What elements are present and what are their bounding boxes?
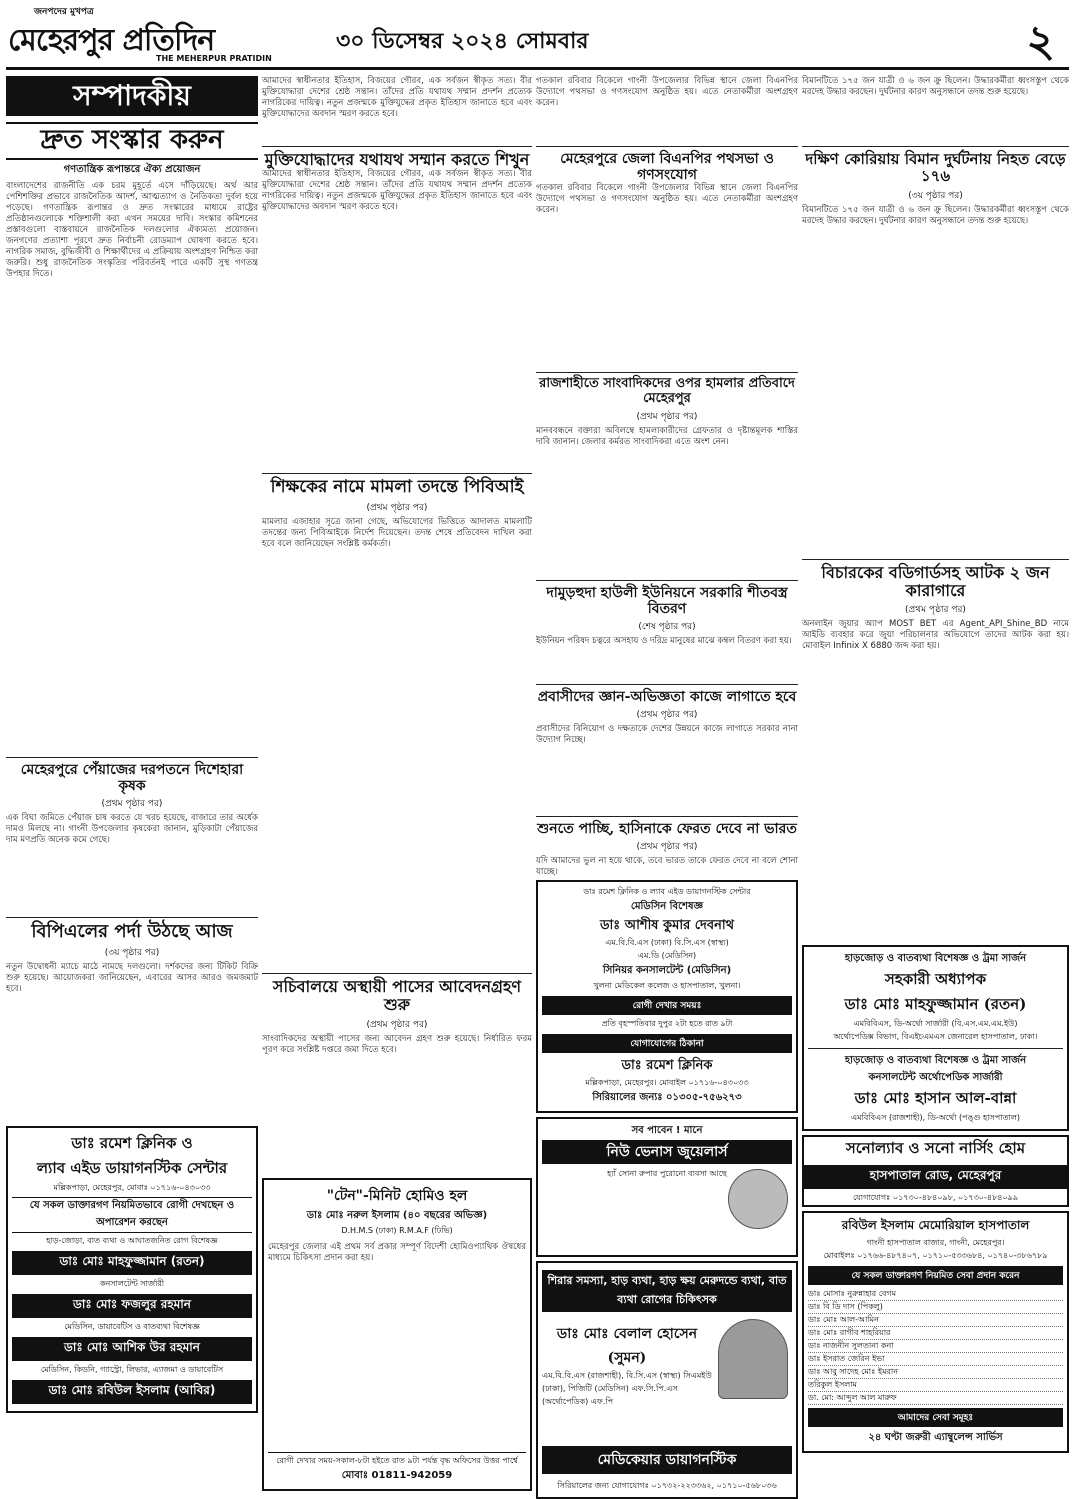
editorial-label: সম্পাদকীয় (6, 76, 258, 116)
korea-continued: (৩য় পৃষ্ঠার পর) (908, 190, 963, 201)
ad-hours: রোগী দেখার সময়-সকাল-৮টা হইতে রাত ৯টা পর্যন্ত বৃদ্ধ অফিসের উত্তর পার্শ্বে (268, 1452, 526, 1468)
ad-post: কনসালটেন্ট অর্থোপেডিক সার্জারী (868, 1072, 1003, 1084)
ad-top: সব পাবেন ! মানে (631, 1125, 703, 1137)
ad-doctor: ডাঃ মোঃ নরুল ইসলাম (৪০ বছরের অভিজ্ঞ) (306, 1209, 488, 1221)
blanket-body: ইউনিয়ন পরিষদ চত্বরে অসহায় ও দরিদ্র মানুষের মাঝে কম্বল বিতরণ করা হয়। (536, 636, 792, 647)
doctor-entry: ডাঃ মোঃ রাগীব শাহরিয়ার (808, 1327, 1063, 1340)
ad-address: মল্লিকপাড়া, মেহেরপুর, মোবাঃ ০১৭১৬-০৪৩০৩৩ (53, 1182, 211, 1192)
ad-top: হাড়জোড় ও বাতব্যথা বিশেষজ্ঞ ও ট্রমা সার্জন (844, 1055, 1027, 1067)
korea-headline: দক্ষিণ কোরিয়ায় বিমান দুর্ঘটনায় নিহত বেড়ে ১৭৬ (805, 150, 1066, 186)
hasina-headline: শুনতে পাচ্ছি, হাসিনাকে ফেরত দেবে না ভারত (537, 821, 797, 838)
ad-title: ডাঃ রমেশ ক্লিনিক ও (71, 1133, 193, 1152)
expat-body: প্রবাসীদের বিনিয়োগ ও দক্ষতাকে দেশের উন্নয়নে কাজে লাগাতে সরকার নানা উদ্যোগ নিচ্ছে। (536, 724, 798, 746)
journalists-body: মানববন্ধনে বক্তারা অবিলম্বে হামলাকারীদের গ্রেফতার ও দৃষ্টান্তমূলক শাস্তির দাবি জানান। জেলার কর্মরত সাংবাদিকরা এতে অংশ নেন। (536, 426, 798, 448)
editorial-title: দ্রুত সংস্কার করুন (6, 122, 258, 160)
medicine-ad (536, 880, 798, 1113)
hasina-continued: (প্রথম পৃষ্ঠার পর) (636, 842, 698, 853)
ad-doctor: ডাঃ আশীষ কুমার দেবনাথ (599, 918, 735, 934)
sono-ad (802, 1135, 1069, 1207)
doctor-entry: ডা. মো: আব্দুল আল মারুফ (808, 1392, 1063, 1405)
ad-clinic-address: মল্লিকপাড়া, মেহেরপুর। মোবাইল ০১৭১৬-০৪৩০৩৩ (585, 1078, 749, 1088)
doctor-entry: ডাঃ মোঃ আল-আমিন (808, 1314, 1063, 1327)
bpl-continued: (৩য় পৃষ্ঠার পর) (104, 947, 160, 958)
ad-clinic: ডাঃ রমেশ ক্লিনিক (621, 1058, 713, 1074)
rim-hospital-ad (802, 1211, 1069, 1453)
ad-title: শিরার সমস্যা, হাড় ব্যথা, হাড় ক্ষয় মেরুদন্ডে ব্যথা, বাত ব্যথা রোগের চিকিৎসক (542, 1270, 792, 1312)
column-editorial (6, 76, 258, 1413)
editorial-body: বাংলাদেশের রাজনীতি এক চরম মুহূর্তে এসে দাঁড়িয়েছে। অর্থ আর পেশিশক্তির প্রভাবে রাজনৈতিক আদর্শ, আত্মত্যাগ ও নৈতিকতা দুর্বল হয়ে পড়েছে। গণতান্ত্রিক রূপান্তর ও দ্রুত সংস্কারের মাধ্যমে রাষ্ট্রের প্রতিষ্ঠানগুলোকে শক্তিশালী করা এখন সময়ের দাবি। সংস্কার কমিশনের প্রস্তাবগুলো বাস্তবায়নে রাজনৈতিক দলগুলোর ঐক্যমত্য প্রয়োজন। জনগণের প্রত্যাশা পূরণে দ্রুত নির্বাচনী রোডম্যাপ ঘোষণা করতে হবে। নাগরিক সমাজ, বুদ্ধিজীবী ও শিক্ষার্থীদের এ প্রক্রিয়ায় অংশগ্রহণ নিশ্চিত করা জরুরি। শুধু রাজনৈতিক সংস্কৃতির পরিবর্তনই পারে একটি সুস্থ গণতন্ত্র উপহার দিতে। (6, 181, 258, 280)
ad-specialty: হাড়-জোড়া, বাত ব্যথা ও আঘাতজনিত রোগ বিশেষজ্ঞ (46, 1235, 218, 1245)
ad-degree: এম.বি.বি.এস (ঢাকা) বি.সি.এস (স্বাস্থ্য) (605, 938, 729, 948)
column-3 (536, 76, 798, 1499)
doctor-entry: ডাঃ মোসাঃ নুরুন্নাহার বেগম (808, 1288, 1063, 1301)
ad-doctor: ডাঃ মোঃ মাহফুজ্জামান (রতন) (844, 995, 1027, 1014)
ad-address-label: যোগাযোগের ঠিকানা (542, 1034, 792, 1053)
fighters-headline: মুক্তিযোদ্ধাদের যথাযথ সম্মান করতে শিখুন (264, 150, 530, 169)
ad-doctor: ডাঃ মোঃ বেলাল হোসেন (সুমন) (556, 1326, 698, 1367)
ad-specialty: মেডিসিন বিশেষজ্ঞ (630, 901, 704, 913)
doctor-entry: ডাঃ ইসরাত জেরিন ইভা (808, 1353, 1063, 1366)
ad-degree: এমবিবিএস (রাজশাহী), ডি-অর্থো (পঙ্গু হাসপাতাল) (851, 1113, 1020, 1123)
ad-post: সিনিয়র কনসালটেন্ট (মেডিসিন) (602, 965, 732, 977)
ad-title: "টেন"-মিনিট হোমিও হল (326, 1187, 468, 1204)
doctor-entry: ডাঃ নাজনীন সুলতানা কনা (808, 1340, 1063, 1353)
secretariat-continued: (প্রথম পৃষ্ঠার পর) (366, 1019, 428, 1030)
column-2 (262, 76, 532, 1491)
bodyguard-headline: বিচারকের বডিগার্ডসহ আটক ২ জন কারাগারে (821, 562, 1050, 600)
bpl-headline: বিপিএলের পর্দা উঠছে আজ (31, 921, 233, 943)
korea-body: বিমানটিতে ১৭৫ জন যাত্রী ও ৬ জন ক্রু ছিলেন। উদ্ধারকর্মীরা ধ্বংসস্তূপ থেকে মরদেহ উদ্ধার করছেন। দুর্ঘটনার কারণ অনুসন্ধানে তদন্ত শুরু হয়েছে। (802, 204, 1069, 226)
doctor-entry: ডাঃ বি ডি দাস (পিকলু) (808, 1301, 1063, 1314)
page-number: ২ (1026, 16, 1055, 67)
owner-photo (728, 1169, 788, 1229)
doctor-photo (718, 1319, 788, 1399)
bpl-body: নতুন উদ্বোধনী ম্যাচে মাঠে নামছে দলগুলো। দর্শকদের জন্য টিকিট বিক্রি শুরু হয়েছে। আয়োজকরা জানিয়েছেন, এবারের আসর আরও জমজমাট হবে। (6, 961, 258, 994)
ad-specialty: মেডিসিন, ডায়াবেটিস ও বাতব্যথা বিশেষজ্ঞ (64, 1321, 200, 1331)
secretariat-body: সাংবাদিকদের অস্থায়ী পাসের জন্য আবেদন গ্রহণ শুরু হয়েছে। নির্ধারিত ফরম পূরণ করে সংশ্লিষ্ট দপ্তরে জমা দিতে হবে। (262, 1033, 532, 1055)
ad-phone: যোগাযোগঃ ০১৭৩০-৪৮৪০৯৮, ০১৭৩০-৪৮৪০৯৯ (852, 1193, 1019, 1203)
ad-address: হাসপাতাল রোড, মেহেরপুর (804, 1165, 1067, 1189)
newspaper-name: মেহেরপুর প্রতিদিন (8, 23, 215, 58)
expat-continued: (প্রথম পৃষ্ঠার পর) (636, 710, 698, 721)
ad-name: রবিউল ইসলাম মেমোরিয়াল হাসপাতাল (841, 1218, 1030, 1233)
ad-note: যে সকল ডাক্তারগণ নিয়মিত সেবা প্রদান করেন (808, 1266, 1063, 1285)
bodyguard-continued: (প্রথম পৃষ্ঠার পর) (905, 605, 966, 616)
ad-title-2: ল্যাব এইড ডায়াগনস্টিক সেন্টার (36, 1158, 228, 1177)
onion-body: এক বিঘা জমিতে পেঁয়াজ চাষ করতে যে খরচ হয়েছে, বাজারে তার অর্ধেক দামও মিলছে না। গাংনী উপজেলার কৃষকেরা জানান, মুড়িকাটা পেঁয়াজের দাম মণপ্রতি অনেক কমে গেছে। (6, 813, 258, 846)
column-4 (802, 76, 1069, 1453)
ad-specialty: কনসালটেন্ট সার্জারী (99, 1278, 165, 1288)
ramesh-clinic-ad (6, 1126, 258, 1413)
ad-name: সনোল্যাব ও সনো নার্সিং হোম (845, 1139, 1026, 1158)
ad-degree: এমবিবিএস, ডি-অর্থো সার্জারী (বি.এস.এম.এম.ইউ) (853, 1019, 1018, 1029)
services-title: আমাদের সেবা সমূহঃ (808, 1408, 1063, 1427)
bnp-body: গতকাল রবিবার বিকেলে গাংনী উপজেলার বিভিন্ন স্থানে জেলা বিএনপির উদ্যোগে পথসভা ও গণসংযোগ অনুষ্ঠিত হয়। এতে নেতাকর্মীরা অংশগ্রহণ করেন। (536, 183, 798, 216)
issue-date: ৩০ ডিসেম্বর ২০২৪ সোমবার (336, 28, 589, 54)
jewellers-ad (536, 1117, 798, 1257)
ad-note: যে সকল ডাক্তারগণ নিয়মিতভাবে রোগী দেখছেন ও অপারেশন করছেন (12, 1197, 252, 1233)
ad-phone: মোবাইলঃ ০১৭৬৬-৪৮৭৪০৭, ০১৭১০-৫৩৩৬৮৪, ০১৭৪০-৩৮৬৭৮৯ (823, 1251, 1048, 1261)
ad-address: গাংনী হাসপাতাল বাজার, গাংনী, মেহেরপুর। (866, 1238, 1005, 1248)
bnp-headline: মেহেরপুরে জেলা বিএনপির পথসভা ও গণসংযোগ (560, 151, 774, 184)
bodyguard-body: অনলাইন জুয়ার অ্যাপ MOST BET এর Agent_API_Shine_BD নামে আইডি ব্যবহার করে জুয়া পরিচালনার অভিযোগে তাদের আটক করা হয়। মোবাইল Infinix X 6880 জব্দ করা হয়। (802, 619, 1069, 652)
ad-sub: হ্যাঁ সোনা রুপার পুরোনো ব্যবসা আছে (607, 1169, 727, 1179)
ad-dept: অর্থোপেডিক্স বিভাগ, বিএইচএমএস জেনারেল হাসপাতাল, ঢাকা। (833, 1032, 1038, 1042)
ad-degree: এম.বি.বি.এস (রাজশাহী), বি.সি.এস (স্বাস্থ্য) সিএমইউ (ঢাকা), পিজিটি (মেডিসিন) এফ.সি.পি.এস (অর্থোপেডিক) এফ.পি (542, 1371, 712, 1407)
pbi-continued: (প্রথম পৃষ্ঠার পর) (366, 502, 428, 513)
homeo-hall-ad (262, 1178, 532, 1491)
journalists-continued: (প্রথম পৃষ্ঠার পর) (636, 412, 698, 423)
ad-doctor: ডাঃ মোঃ হাসান আল-বান্না (854, 1089, 1017, 1108)
blanket-continued: (শেষ পৃষ্ঠার পর) (638, 622, 696, 633)
newspaper-name-en: THE MEHERPUR PRATIDIN (156, 54, 272, 63)
ad-doctor: ডাঃ মোঃ মাহফুজ্জামান (রতন) (12, 1251, 252, 1275)
ad-degree: D.H.M.S (ঢাকা) R.M.A.F (ঢিভি) (341, 1225, 453, 1235)
hasina-body: যদি আমাদের ভুল না হয়ে থাকে, তবে ভারত তাকে ফেরত দেবে না বলে শোনা যাচ্ছে। (536, 856, 798, 878)
ad-post: সহকারী অধ্যাপক (884, 970, 987, 989)
journalists-headline: রাজশাহীতে সাংবাদিকদের ওপর হামলার প্রতিবাদে মেহেরপুর (539, 376, 795, 407)
ad-serial: সিরিয়ালের জন্যঃ ০১৩০৫-৭৫৬২৭৩ (592, 1092, 742, 1104)
ad-serial: সিরিয়ালের জন্য যোগাযোগঃ ০১৭৩২-২২৩৩৬২, ০১৭১০-৫৬৮০৩৬ (557, 1481, 777, 1491)
ad-specialty: মেডিসিন, কিডনি, গ্যাস্ট্রো, লিভার, এ্যাজমা ও ডায়াবেটিস (40, 1364, 224, 1374)
ad-top: হাড়জোড় ও বাতব্যথা বিশেষজ্ঞ ও ট্রমা সার্জন (844, 953, 1027, 965)
onion-headline: মেহেরপুরে পেঁয়াজের দরপতনে দিশেহারা কৃষক (20, 762, 244, 795)
ad-hospital: খুলনা মেডিকেল কলেজ ও হাসপাতাল, খুলনা। (593, 981, 741, 991)
secretariat-headline: সচিবালয়ে অস্থায়ী পাসের আবেদনগ্রহণ শুরু (272, 976, 522, 1015)
pbi-headline: শিক্ষকের নামে মামলা তদন্তে পিবিআই (270, 477, 524, 498)
top-body: গতকাল রবিবার বিকেলে গাংনী উপজেলার বিভিন্ন স্থানে জেলা বিএনপির উদ্যোগে পথসভা ও গণসংযোগ অনুষ্ঠিত হয়। এতে নেতাকর্মীরা অংশগ্রহণ করেন। (536, 76, 798, 108)
onion-continued: (প্রথম পৃষ্ঠার পর) (101, 799, 163, 810)
editorial-subtitle: গণতান্ত্রিক রূপান্তরে ঐক্য প্রয়োজন (63, 164, 201, 176)
fighters-body: আমাদের স্বাধীনতার ইতিহাস, বিজয়ের গৌরব, এক সর্বজন স্বীকৃত সত্য। বীর মুক্তিযোদ্ধারা দেশের শ্রেষ্ঠ সন্তান। তাঁদের প্রতি যথাযথ সম্মান প্রদর্শন প্রত্যেক নাগরিকের দায়িত্ব। নতুন প্রজন্মকে মুক্তিযুদ্ধের প্রকৃত ইতিহাস জানাতে হবে এবং মুক্তিযোদ্ধাদের অবদান স্মরণ করতে হবে। (262, 169, 532, 213)
ad-doctor: ডাঃ মোঃ রবিউল ইসলাম (আবির) (12, 1380, 252, 1404)
expat-headline: প্রবাসীদের জ্ঞান-অভিজ্ঞতা কাজে লাগাতে হবে (537, 689, 797, 706)
masthead-tagline: জনপদের মুখপত্র (34, 7, 94, 17)
ad-time-label: রোগী দেখার সময়ঃ (542, 996, 792, 1015)
ambulance-service: ২৪ ঘণ্টা জরুরী এ্যাম্বুলেন্স সার্ভিস (868, 1432, 1003, 1444)
ad-center: মেডিকেয়ার ডায়াগনস্টিক (542, 1446, 792, 1474)
doctor-entry: তরিকুল ইসলাম (808, 1379, 1063, 1392)
ad-time: প্রতি বৃহস্পতিবার দুপুর ২টা হতে রাত ৯টা (601, 1019, 733, 1029)
bone-specialist-ad (536, 1261, 798, 1499)
blanket-headline: দামুড়হুদা হাউলী ইউনিয়নে সরকারি শীতবস্ত্র বিতরণ (546, 585, 788, 618)
pbi-body: মামলার এজাহার সূত্রে জানা গেছে, অভিযোগের ভিত্তিতে আদালত মামলাটি তদন্তের জন্য পিবিআইকে নির্দেশ দিয়েছেন। তদন্ত শেষে প্রতিবেদন দাখিল করা হবে বলে জানিয়েছেন সংশ্লিষ্ট কর্মকর্তা। (262, 516, 532, 549)
doctor-entry: ডাঃ আবু সাদেহ মোঃ ইমরান (808, 1366, 1063, 1379)
top-body: বিমানটিতে ১৭৫ জন যাত্রী ও ৬ জন ক্রু ছিলেন। উদ্ধারকর্মীরা ধ্বংসস্তূপ থেকে মরদেহ উদ্ধার করছেন। দুর্ঘটনার কারণ অনুসন্ধানে তদন্ত শুরু হয়েছে। (802, 76, 1069, 97)
ortho-ad (802, 945, 1069, 1131)
masthead (6, 4, 1069, 70)
ad-doctor: ডাঃ মোঃ আশিক উর রহমান (12, 1337, 252, 1361)
ad-name: নিউ ভেনাস জুয়েলার্স (542, 1140, 792, 1164)
ad-doctor: ডাঃ মোঃ ফজলুর রহমান (12, 1294, 252, 1318)
top-body: আমাদের স্বাধীনতার ইতিহাস, বিজয়ের গৌরব, এক সর্বজন স্বীকৃত সত্য। বীর মুক্তিযোদ্ধারা দেশের শ্রেষ্ঠ সন্তান। তাঁদের প্রতি যথাযথ সম্মান প্রদর্শন প্রত্যেক নাগরিকের দায়িত্ব। নতুন প্রজন্মকে মুক্তিযুদ্ধের প্রকৃত ইতিহাস জানাতে হবে এবং মুক্তিযোদ্ধাদের অবদান স্মরণ করতে হবে। (262, 76, 532, 119)
ads-row (536, 878, 798, 1113)
ad-body: মেহেরপুর জেলার এই প্রথম সর্ব প্রকার সম্পূর্ণ বিদেশী হোমিওপ্যাথিক ঔষধের মাধ্যমে চিকিৎসা প্রদান করা হয়। (268, 1241, 526, 1263)
ad-head: ডাঃ রমেশ ক্লিনিক ও ল্যাব এইড ডায়াগনস্টিক সেন্টার (583, 887, 751, 897)
ad-phone: মোবাঃ 01811-942059 (341, 1469, 453, 1481)
ad-md: এম.ডি (মেডিসিন) (637, 951, 697, 961)
